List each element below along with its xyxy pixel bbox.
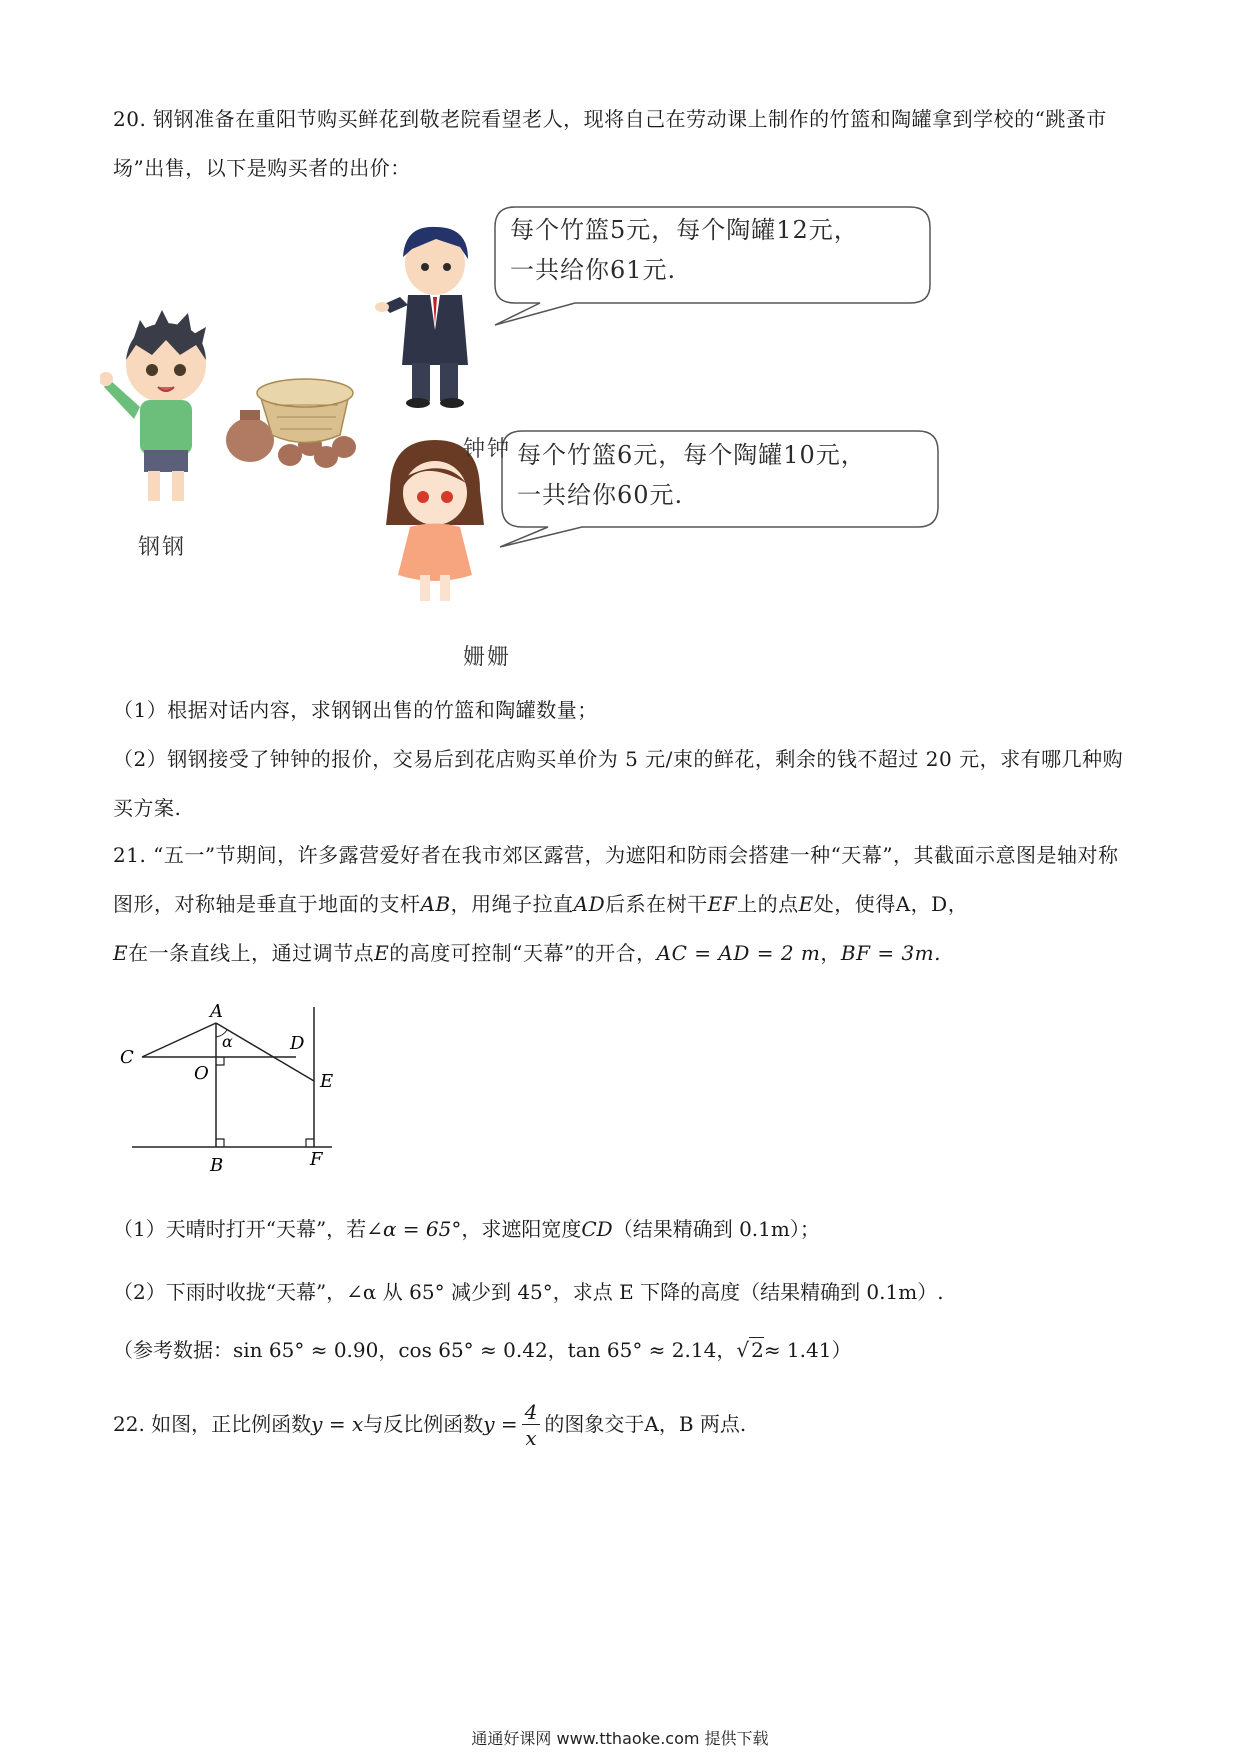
q22-frac-den: x [525, 1426, 537, 1450]
q21-part2: （2）下雨时收拢“天幕”，∠α 从 65° 减少到 45°，求点 E 下降的高度（结果精确到 0.1m）. [113, 1280, 944, 1304]
q21-ref-a: （参考数据：sin 65° ≈ 0.90，cos 65° ≈ 0.42，tan 65° ≈ 2.14， [113, 1338, 737, 1362]
label-a: A [210, 1001, 223, 1022]
q21-reference-data [113, 1334, 851, 1363]
q21-part1-a: （1）天晴时打开“天幕”，若 [113, 1217, 367, 1241]
label-c: C [120, 1047, 134, 1068]
q21-part1-b: ，求遮阳宽度 [461, 1217, 582, 1241]
label-b: B [210, 1155, 224, 1176]
q21-sep: ， [820, 941, 841, 965]
q21-intro-d: 上的点 [737, 892, 799, 916]
q20-part1: （1）根据对话内容，求钢钢出售的竹篮和陶罐数量； [113, 698, 598, 722]
q21-ref-b: ≈ 1.41） [763, 1338, 852, 1362]
q21-cond2: BF = 3m. [840, 941, 941, 965]
bubble1-text [510, 210, 859, 290]
label-o: O [194, 1063, 209, 1084]
q21-line3-d: 的高度可控制“天幕”的开合， [389, 941, 657, 965]
shan-character-icon [386, 440, 484, 601]
q21-ef: EF [707, 892, 738, 916]
q21-intro [113, 831, 1133, 978]
q21-part1 [113, 1213, 820, 1242]
q22-fraction [522, 1400, 541, 1451]
sqrt-sign: √ [736, 1338, 750, 1362]
q22-frac-num: 4 [522, 1400, 541, 1425]
name-gang: 钢钢 [138, 535, 187, 560]
q21-e3: E [374, 941, 390, 965]
right-angle-o [216, 1057, 224, 1065]
name-shan: 姗姗 [463, 645, 512, 670]
q20-part2: （2）钢钢接受了钟钟的报价，交易后到花店购买单价为 5 元/束的鲜花，剩余的钱不超过 20 元，求有哪几种购买方案. [113, 747, 1124, 820]
q21-part1-cd: CD [581, 1217, 613, 1241]
bubble1-line1: 每个竹篮5元，每个陶罐12元， [510, 216, 859, 244]
q22-a: 22. 如图，正比例函数 [113, 1412, 312, 1436]
q21-e2: E [113, 941, 129, 965]
q21-e: E [798, 892, 814, 916]
q21-intro-b: ，用绳子拉直 [450, 892, 574, 916]
label-f: F [310, 1149, 323, 1170]
q21-cond1: AC = AD = 2 m [656, 941, 821, 965]
q21-intro-e: 处，使得A，D， [813, 892, 969, 916]
bubble2-line1: 每个竹篮6元，每个陶罐10元， [517, 441, 866, 469]
q21-part1-c: （结果精确到 0.1m）； [612, 1217, 820, 1241]
zhong-character-icon [375, 227, 468, 408]
bamboo-basket-icon [257, 379, 353, 443]
segment-ac [142, 1023, 216, 1057]
bubble2-line2: 一共给你60元. [517, 481, 684, 509]
q21-ad: AD [573, 892, 606, 916]
q21-intro-a: 21. “五一”节期间，许多露营爱好者在我市郊区露营，为遮阳和防雨会搭建一种“天幕”，其截面示意图是轴对称图形，对称轴是垂直于地面的支杆 [113, 843, 1119, 916]
gang-character-icon [100, 310, 206, 501]
label-e: E [320, 1071, 334, 1092]
q22-b: 与反比例函数 [363, 1412, 484, 1436]
footer-credit: 通通好课网 www.tthaoke.com 提供下载 [471, 1729, 769, 1748]
q22-c: 的图象交于A，B 两点. [544, 1412, 747, 1436]
name-zhong: 钟钟 [463, 437, 512, 462]
q22-f1: y = x [311, 1412, 364, 1436]
q21-ab: AB [420, 892, 451, 916]
q21-geometry-figure [120, 995, 360, 1180]
q21-ref-sqrt: 2 [751, 1338, 764, 1362]
right-angle-f [306, 1139, 314, 1147]
bubble1-line2: 一共给你61元. [510, 256, 677, 284]
label-d: D [290, 1033, 305, 1054]
bubble2-text [517, 435, 866, 515]
q20-intro: 20. 钢钢准备在重阳节购买鲜花到敬老院看望老人，现将自己在劳动课上制作的竹篮和陶罐拿到学校的“跳蚤市场”出售，以下是购买者的出价： [113, 107, 1107, 180]
label-alpha: α [222, 1032, 233, 1051]
q22-f2-left: y = [483, 1412, 518, 1436]
q21-part1-angle: ∠α = 65° [366, 1217, 462, 1241]
q22-text [113, 1400, 746, 1451]
right-angle-b [216, 1139, 224, 1147]
q21-intro-c: 后系在树干 [605, 892, 708, 916]
q21-line3-b: 在一条直线上，通过调节点 [128, 941, 375, 965]
